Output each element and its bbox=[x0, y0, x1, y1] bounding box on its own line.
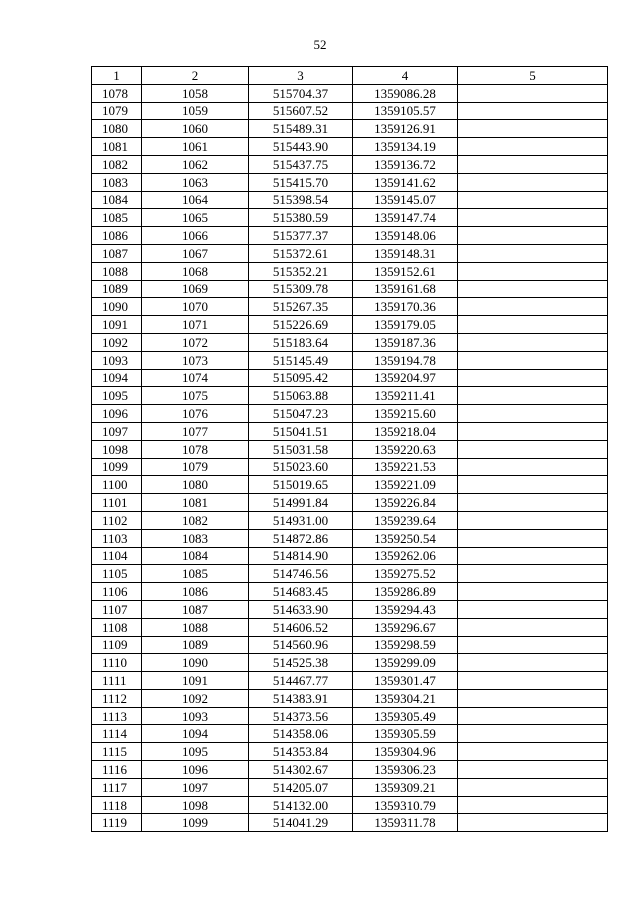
y-coordinate-cell: 1359221.53 bbox=[353, 458, 458, 476]
point-number-cell: 1117 bbox=[92, 778, 142, 796]
point-number-cell: 1101 bbox=[92, 494, 142, 512]
note-cell bbox=[458, 173, 608, 191]
note-cell bbox=[458, 476, 608, 494]
point-number-cell: 1113 bbox=[92, 707, 142, 725]
note-cell bbox=[458, 672, 608, 690]
note-cell bbox=[458, 298, 608, 316]
y-coordinate-cell: 1359304.21 bbox=[353, 689, 458, 707]
point-number-cell: 1108 bbox=[92, 618, 142, 636]
column-header-4: 4 bbox=[353, 67, 458, 85]
point-number-cell: 1118 bbox=[92, 796, 142, 814]
x-coordinate-cell: 515443.90 bbox=[249, 138, 353, 156]
x-coordinate-cell: 514383.91 bbox=[249, 689, 353, 707]
note-cell bbox=[458, 761, 608, 779]
y-coordinate-cell: 1359152.61 bbox=[353, 262, 458, 280]
x-coordinate-cell: 514633.90 bbox=[249, 600, 353, 618]
note-cell bbox=[458, 565, 608, 583]
table-row bbox=[92, 369, 608, 387]
index-cell: 1067 bbox=[142, 244, 249, 262]
table-row bbox=[92, 796, 608, 814]
point-number-cell: 1112 bbox=[92, 689, 142, 707]
point-number-cell: 1115 bbox=[92, 743, 142, 761]
note-cell bbox=[458, 707, 608, 725]
table-row bbox=[92, 155, 608, 173]
point-number-cell: 1104 bbox=[92, 547, 142, 565]
note-cell bbox=[458, 369, 608, 387]
y-coordinate-cell: 1359134.19 bbox=[353, 138, 458, 156]
y-coordinate-cell: 1359299.09 bbox=[353, 654, 458, 672]
x-coordinate-cell: 515607.52 bbox=[249, 102, 353, 120]
x-coordinate-cell: 515019.65 bbox=[249, 476, 353, 494]
x-coordinate-cell: 514991.84 bbox=[249, 494, 353, 512]
index-cell: 1087 bbox=[142, 600, 249, 618]
y-coordinate-cell: 1359187.36 bbox=[353, 333, 458, 351]
point-number-cell: 1102 bbox=[92, 511, 142, 529]
point-number-cell: 1107 bbox=[92, 600, 142, 618]
table-row bbox=[92, 565, 608, 583]
table-row bbox=[92, 654, 608, 672]
point-number-cell: 1083 bbox=[92, 173, 142, 191]
y-coordinate-cell: 1359306.23 bbox=[353, 761, 458, 779]
index-cell: 1092 bbox=[142, 689, 249, 707]
point-number-cell: 1096 bbox=[92, 405, 142, 423]
column-header-3: 3 bbox=[249, 67, 353, 85]
table-row bbox=[92, 672, 608, 690]
index-cell: 1058 bbox=[142, 84, 249, 102]
note-cell bbox=[458, 138, 608, 156]
table-row bbox=[92, 458, 608, 476]
point-number-cell: 1097 bbox=[92, 422, 142, 440]
note-cell bbox=[458, 636, 608, 654]
point-number-cell: 1080 bbox=[92, 120, 142, 138]
point-number-cell: 1099 bbox=[92, 458, 142, 476]
table-row bbox=[92, 262, 608, 280]
point-number-cell: 1100 bbox=[92, 476, 142, 494]
point-number-cell: 1098 bbox=[92, 440, 142, 458]
point-number-cell: 1106 bbox=[92, 583, 142, 601]
y-coordinate-cell: 1359304.96 bbox=[353, 743, 458, 761]
table-row bbox=[92, 600, 608, 618]
note-cell bbox=[458, 583, 608, 601]
note-cell bbox=[458, 262, 608, 280]
point-number-cell: 1105 bbox=[92, 565, 142, 583]
y-coordinate-cell: 1359194.78 bbox=[353, 351, 458, 369]
point-number-cell: 1095 bbox=[92, 387, 142, 405]
y-coordinate-cell: 1359141.62 bbox=[353, 173, 458, 191]
table-row bbox=[92, 618, 608, 636]
x-coordinate-cell: 514358.06 bbox=[249, 725, 353, 743]
point-number-cell: 1091 bbox=[92, 316, 142, 334]
y-coordinate-cell: 1359250.54 bbox=[353, 529, 458, 547]
table-row bbox=[92, 102, 608, 120]
table-row bbox=[92, 298, 608, 316]
point-number-cell: 1078 bbox=[92, 84, 142, 102]
y-coordinate-cell: 1359161.68 bbox=[353, 280, 458, 298]
point-number-cell: 1089 bbox=[92, 280, 142, 298]
index-cell: 1094 bbox=[142, 725, 249, 743]
table-row bbox=[92, 547, 608, 565]
index-cell: 1066 bbox=[142, 227, 249, 245]
index-cell: 1083 bbox=[142, 529, 249, 547]
index-cell: 1075 bbox=[142, 387, 249, 405]
note-cell bbox=[458, 351, 608, 369]
index-cell: 1069 bbox=[142, 280, 249, 298]
y-coordinate-cell: 1359211.41 bbox=[353, 387, 458, 405]
note-cell bbox=[458, 743, 608, 761]
index-cell: 1062 bbox=[142, 155, 249, 173]
y-coordinate-cell: 1359215.60 bbox=[353, 405, 458, 423]
x-coordinate-cell: 515489.31 bbox=[249, 120, 353, 138]
note-cell bbox=[458, 654, 608, 672]
y-coordinate-cell: 1359305.49 bbox=[353, 707, 458, 725]
point-number-cell: 1082 bbox=[92, 155, 142, 173]
table-row bbox=[92, 244, 608, 262]
point-number-cell: 1111 bbox=[92, 672, 142, 690]
index-cell: 1068 bbox=[142, 262, 249, 280]
x-coordinate-cell: 515226.69 bbox=[249, 316, 353, 334]
table-row bbox=[92, 511, 608, 529]
x-coordinate-cell: 514606.52 bbox=[249, 618, 353, 636]
index-cell: 1096 bbox=[142, 761, 249, 779]
note-cell bbox=[458, 316, 608, 334]
note-cell bbox=[458, 191, 608, 209]
table-body bbox=[92, 67, 608, 832]
table-row bbox=[92, 405, 608, 423]
point-number-cell: 1094 bbox=[92, 369, 142, 387]
column-header-5: 5 bbox=[458, 67, 608, 85]
index-cell: 1077 bbox=[142, 422, 249, 440]
x-coordinate-cell: 515352.21 bbox=[249, 262, 353, 280]
y-coordinate-cell: 1359221.09 bbox=[353, 476, 458, 494]
index-cell: 1088 bbox=[142, 618, 249, 636]
y-coordinate-cell: 1359105.57 bbox=[353, 102, 458, 120]
x-coordinate-cell: 514525.38 bbox=[249, 654, 353, 672]
index-cell: 1085 bbox=[142, 565, 249, 583]
point-number-cell: 1119 bbox=[92, 814, 142, 832]
x-coordinate-cell: 515437.75 bbox=[249, 155, 353, 173]
note-cell bbox=[458, 618, 608, 636]
x-coordinate-cell: 515267.35 bbox=[249, 298, 353, 316]
note-cell bbox=[458, 405, 608, 423]
x-coordinate-cell: 514302.67 bbox=[249, 761, 353, 779]
index-cell: 1089 bbox=[142, 636, 249, 654]
table-row bbox=[92, 743, 608, 761]
x-coordinate-cell: 515380.59 bbox=[249, 209, 353, 227]
y-coordinate-cell: 1359301.47 bbox=[353, 672, 458, 690]
note-cell bbox=[458, 333, 608, 351]
column-header-1: 1 bbox=[92, 67, 142, 85]
table-row bbox=[92, 707, 608, 725]
table-row bbox=[92, 191, 608, 209]
note-cell bbox=[458, 227, 608, 245]
y-coordinate-cell: 1359309.21 bbox=[353, 778, 458, 796]
index-cell: 1082 bbox=[142, 511, 249, 529]
table-row bbox=[92, 138, 608, 156]
x-coordinate-cell: 514373.56 bbox=[249, 707, 353, 725]
index-cell: 1065 bbox=[142, 209, 249, 227]
x-coordinate-cell: 515183.64 bbox=[249, 333, 353, 351]
index-cell: 1081 bbox=[142, 494, 249, 512]
index-cell: 1059 bbox=[142, 102, 249, 120]
note-cell bbox=[458, 547, 608, 565]
note-cell bbox=[458, 511, 608, 529]
index-cell: 1084 bbox=[142, 547, 249, 565]
y-coordinate-cell: 1359275.52 bbox=[353, 565, 458, 583]
note-cell bbox=[458, 209, 608, 227]
note-cell bbox=[458, 458, 608, 476]
index-cell: 1071 bbox=[142, 316, 249, 334]
point-number-cell: 1086 bbox=[92, 227, 142, 245]
table-row bbox=[92, 227, 608, 245]
y-coordinate-cell: 1359126.91 bbox=[353, 120, 458, 138]
x-coordinate-cell: 514041.29 bbox=[249, 814, 353, 832]
y-coordinate-cell: 1359145.07 bbox=[353, 191, 458, 209]
point-number-cell: 1085 bbox=[92, 209, 142, 227]
point-number-cell: 1110 bbox=[92, 654, 142, 672]
x-coordinate-cell: 515377.37 bbox=[249, 227, 353, 245]
x-coordinate-cell: 514872.86 bbox=[249, 529, 353, 547]
y-coordinate-cell: 1359218.04 bbox=[353, 422, 458, 440]
x-coordinate-cell: 514814.90 bbox=[249, 547, 353, 565]
table-row bbox=[92, 529, 608, 547]
table-row bbox=[92, 583, 608, 601]
table-row bbox=[92, 316, 608, 334]
table-row bbox=[92, 494, 608, 512]
index-cell: 1078 bbox=[142, 440, 249, 458]
note-cell bbox=[458, 120, 608, 138]
point-number-cell: 1081 bbox=[92, 138, 142, 156]
coordinates-table bbox=[91, 66, 608, 832]
note-cell bbox=[458, 689, 608, 707]
y-coordinate-cell: 1359298.59 bbox=[353, 636, 458, 654]
note-cell bbox=[458, 102, 608, 120]
index-cell: 1074 bbox=[142, 369, 249, 387]
note-cell bbox=[458, 244, 608, 262]
note-cell bbox=[458, 280, 608, 298]
note-cell bbox=[458, 84, 608, 102]
y-coordinate-cell: 1359262.06 bbox=[353, 547, 458, 565]
y-coordinate-cell: 1359310.79 bbox=[353, 796, 458, 814]
note-cell bbox=[458, 778, 608, 796]
index-cell: 1091 bbox=[142, 672, 249, 690]
point-number-cell: 1116 bbox=[92, 761, 142, 779]
index-cell: 1061 bbox=[142, 138, 249, 156]
x-coordinate-cell: 514931.00 bbox=[249, 511, 353, 529]
index-cell: 1064 bbox=[142, 191, 249, 209]
x-coordinate-cell: 514683.45 bbox=[249, 583, 353, 601]
table-row bbox=[92, 778, 608, 796]
index-cell: 1076 bbox=[142, 405, 249, 423]
x-coordinate-cell: 515031.58 bbox=[249, 440, 353, 458]
note-cell bbox=[458, 387, 608, 405]
y-coordinate-cell: 1359294.43 bbox=[353, 600, 458, 618]
x-coordinate-cell: 514560.96 bbox=[249, 636, 353, 654]
index-cell: 1099 bbox=[142, 814, 249, 832]
x-coordinate-cell: 514353.84 bbox=[249, 743, 353, 761]
y-coordinate-cell: 1359286.89 bbox=[353, 583, 458, 601]
y-coordinate-cell: 1359311.78 bbox=[353, 814, 458, 832]
index-cell: 1063 bbox=[142, 173, 249, 191]
x-coordinate-cell: 515041.51 bbox=[249, 422, 353, 440]
point-number-cell: 1079 bbox=[92, 102, 142, 120]
x-coordinate-cell: 514467.77 bbox=[249, 672, 353, 690]
note-cell bbox=[458, 529, 608, 547]
y-coordinate-cell: 1359148.31 bbox=[353, 244, 458, 262]
point-number-cell: 1114 bbox=[92, 725, 142, 743]
index-cell: 1098 bbox=[142, 796, 249, 814]
note-cell bbox=[458, 725, 608, 743]
point-number-cell: 1093 bbox=[92, 351, 142, 369]
x-coordinate-cell: 514205.07 bbox=[249, 778, 353, 796]
x-coordinate-cell: 515372.61 bbox=[249, 244, 353, 262]
index-cell: 1093 bbox=[142, 707, 249, 725]
table-row bbox=[92, 814, 608, 832]
table-row bbox=[92, 387, 608, 405]
table-row bbox=[92, 280, 608, 298]
index-cell: 1090 bbox=[142, 654, 249, 672]
table-row bbox=[92, 173, 608, 191]
x-coordinate-cell: 515023.60 bbox=[249, 458, 353, 476]
y-coordinate-cell: 1359296.67 bbox=[353, 618, 458, 636]
index-cell: 1073 bbox=[142, 351, 249, 369]
table-row bbox=[92, 422, 608, 440]
index-cell: 1097 bbox=[142, 778, 249, 796]
point-number-cell: 1087 bbox=[92, 244, 142, 262]
table-row bbox=[92, 476, 608, 494]
point-number-cell: 1088 bbox=[92, 262, 142, 280]
x-coordinate-cell: 514132.00 bbox=[249, 796, 353, 814]
note-cell bbox=[458, 494, 608, 512]
index-cell: 1079 bbox=[142, 458, 249, 476]
point-number-cell: 1084 bbox=[92, 191, 142, 209]
x-coordinate-cell: 515309.78 bbox=[249, 280, 353, 298]
table-row bbox=[92, 209, 608, 227]
y-coordinate-cell: 1359226.84 bbox=[353, 494, 458, 512]
table-row bbox=[92, 636, 608, 654]
y-coordinate-cell: 1359170.36 bbox=[353, 298, 458, 316]
y-coordinate-cell: 1359179.05 bbox=[353, 316, 458, 334]
x-coordinate-cell: 515047.23 bbox=[249, 405, 353, 423]
point-number-cell: 1109 bbox=[92, 636, 142, 654]
y-coordinate-cell: 1359086.28 bbox=[353, 84, 458, 102]
note-cell bbox=[458, 422, 608, 440]
column-header-2: 2 bbox=[142, 67, 249, 85]
table-row bbox=[92, 333, 608, 351]
table-row bbox=[92, 351, 608, 369]
y-coordinate-cell: 1359136.72 bbox=[353, 155, 458, 173]
index-cell: 1060 bbox=[142, 120, 249, 138]
table-row bbox=[92, 689, 608, 707]
index-cell: 1086 bbox=[142, 583, 249, 601]
point-number-cell: 1103 bbox=[92, 529, 142, 547]
table-row bbox=[92, 120, 608, 138]
page-number: 52 bbox=[313, 37, 327, 52]
table-header-row bbox=[92, 67, 608, 85]
table-row bbox=[92, 84, 608, 102]
note-cell bbox=[458, 155, 608, 173]
y-coordinate-cell: 1359305.59 bbox=[353, 725, 458, 743]
table-row bbox=[92, 440, 608, 458]
note-cell bbox=[458, 814, 608, 832]
index-cell: 1072 bbox=[142, 333, 249, 351]
x-coordinate-cell: 515398.54 bbox=[249, 191, 353, 209]
index-cell: 1095 bbox=[142, 743, 249, 761]
y-coordinate-cell: 1359147.74 bbox=[353, 209, 458, 227]
y-coordinate-cell: 1359204.97 bbox=[353, 369, 458, 387]
y-coordinate-cell: 1359239.64 bbox=[353, 511, 458, 529]
table-row bbox=[92, 725, 608, 743]
point-number-cell: 1090 bbox=[92, 298, 142, 316]
x-coordinate-cell: 515063.88 bbox=[249, 387, 353, 405]
point-number-cell: 1092 bbox=[92, 333, 142, 351]
x-coordinate-cell: 514746.56 bbox=[249, 565, 353, 583]
index-cell: 1080 bbox=[142, 476, 249, 494]
table-row bbox=[92, 761, 608, 779]
x-coordinate-cell: 515095.42 bbox=[249, 369, 353, 387]
y-coordinate-cell: 1359220.63 bbox=[353, 440, 458, 458]
note-cell bbox=[458, 600, 608, 618]
x-coordinate-cell: 515415.70 bbox=[249, 173, 353, 191]
note-cell bbox=[458, 440, 608, 458]
index-cell: 1070 bbox=[142, 298, 249, 316]
note-cell bbox=[458, 796, 608, 814]
x-coordinate-cell: 515704.37 bbox=[249, 84, 353, 102]
y-coordinate-cell: 1359148.06 bbox=[353, 227, 458, 245]
x-coordinate-cell: 515145.49 bbox=[249, 351, 353, 369]
